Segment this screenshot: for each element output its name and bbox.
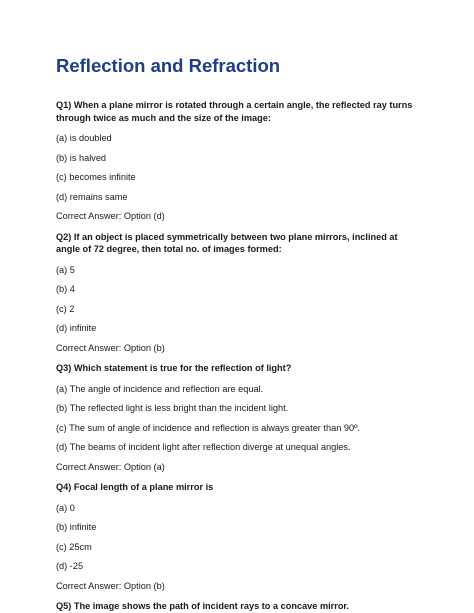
option-d: (d) remains same — [56, 191, 128, 202]
option-c: (c) becomes infinite — [56, 172, 136, 182]
question-text: Q3) Which statement is true for the reflection of light? — [56, 363, 292, 373]
question-5 — [56, 600, 424, 613]
option-d: (d) -25 — [56, 561, 84, 571]
option-a: (a) 5 — [56, 264, 75, 275]
option-a: (a) 0 — [56, 502, 75, 513]
question-text: Q4) Focal length of a plane mirror is — [56, 482, 214, 492]
option-c: (c) 25cm — [56, 541, 92, 552]
option-c: (c) The sum of angle of incidence and reflection is always greater than 90º. — [56, 422, 360, 433]
option-a: (a) The angle of incidence and reflection are equal. — [56, 383, 264, 394]
question-text: Q2) If an object is placed symmetrically between two plane mirrors, inclined at angle of 72 degree, then total no. of images formed: — [56, 231, 398, 254]
question-1 — [56, 99, 424, 222]
option-b: (b) infinite — [56, 522, 97, 532]
question-text: Q1) When a plane mirror is rotated through a certain angle, the reflected ray turns through twice as much and the size of the image: — [56, 100, 413, 123]
option-c: (c) 2 — [56, 303, 75, 314]
option-b: (b) is halved — [56, 152, 107, 163]
question-2 — [56, 231, 424, 354]
question-3 — [56, 362, 424, 473]
option-b: (b) The reflected light is less bright than the incident light. — [56, 403, 289, 413]
correct-answer: Correct Answer: Option (a) — [56, 461, 165, 472]
document-title: Reflection and Refraction — [56, 55, 281, 76]
option-d: (d) infinite — [56, 323, 97, 333]
correct-answer: Correct Answer: Option (b) — [56, 342, 165, 353]
question-4 — [56, 481, 424, 592]
option-b: (b) 4 — [56, 284, 75, 294]
option-d: (d) The beams of incident light after reflection diverge at unequal angles. — [56, 442, 351, 452]
correct-answer: Correct Answer: Option (d) — [56, 211, 165, 221]
question-text: Q5) The image shows the path of incident rays to a concave mirror. — [56, 601, 350, 611]
option-a: (a) is doubled — [56, 133, 112, 143]
correct-answer: Correct Answer: Option (b) — [56, 580, 165, 591]
